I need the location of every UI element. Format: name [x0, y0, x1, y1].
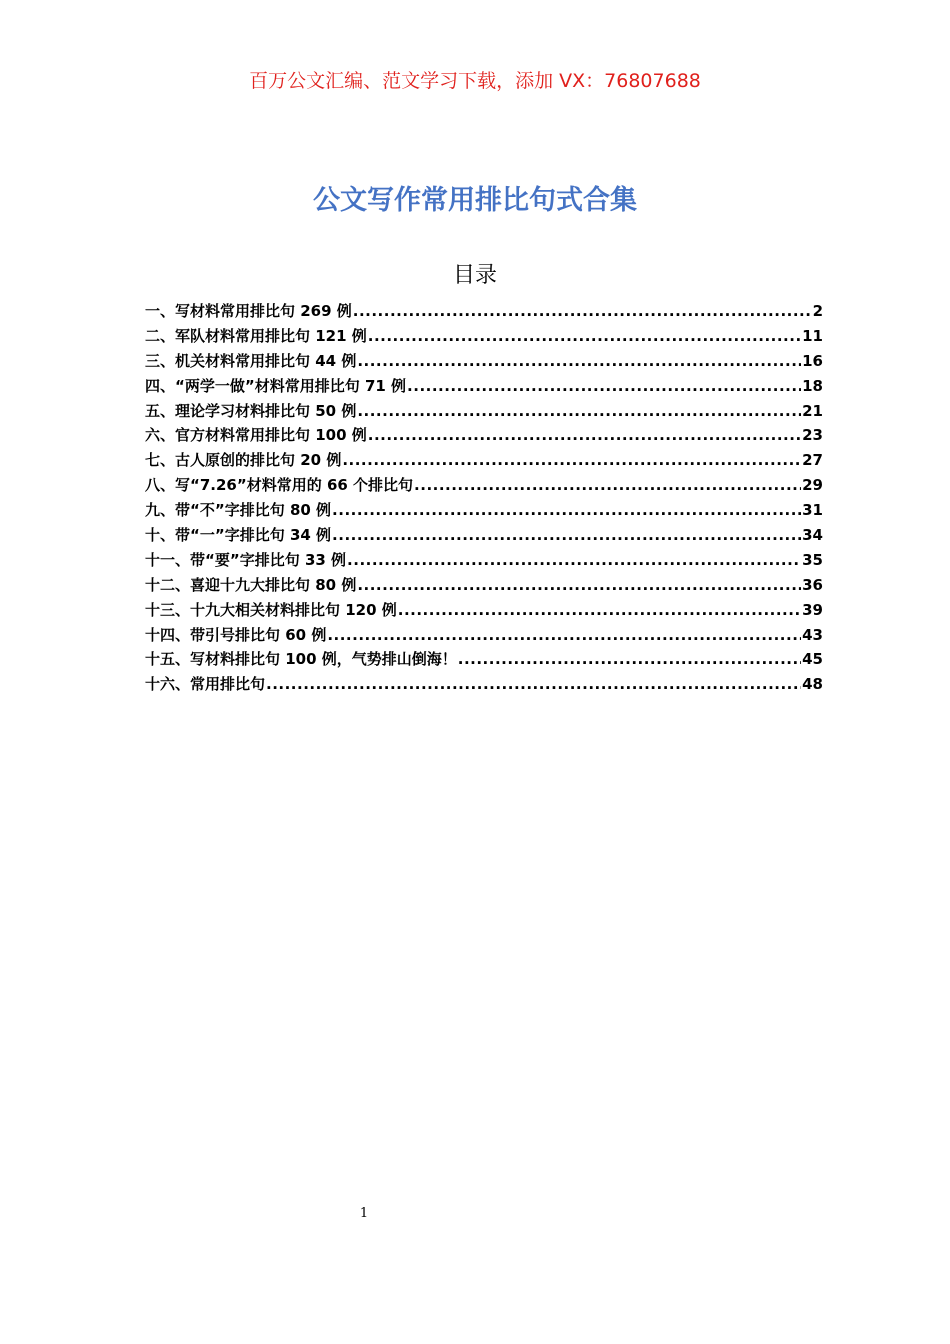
toc-entry[interactable]: [145, 549, 823, 574]
toc-entry-page: 21: [802, 401, 823, 420]
toc-dot-leader: [368, 426, 801, 444]
toc-entry-label: 八、写“7.26”材料常用的 66 个排比句: [145, 476, 414, 495]
toc-entry[interactable]: [145, 400, 823, 425]
toc-entry-label: 十二、喜迎十九大排比句 80 例: [145, 575, 357, 594]
toc-entry-label: 五、理论学习材料排比句 50 例: [145, 401, 357, 420]
toc-dot-leader: [327, 626, 801, 644]
toc-entry-label: 四、“两学一做”材料常用排比句 71 例: [145, 376, 407, 395]
toc-entry[interactable]: [145, 524, 823, 549]
toc-entry-page: 18: [802, 376, 823, 395]
toc-entry[interactable]: [145, 300, 823, 325]
page-number: 1: [359, 1206, 369, 1221]
toc-entry-label: 二、军队材料常用排比句 121 例: [145, 326, 367, 345]
toc-dot-leader: [347, 551, 801, 569]
toc-dot-leader: [458, 650, 801, 668]
toc-entry-label: 十六、常用排比句: [145, 675, 266, 694]
toc-entry-page: 43: [802, 625, 823, 644]
toc-entry-page: 23: [802, 426, 823, 445]
toc-entry[interactable]: [145, 449, 823, 474]
toc-dot-leader: [332, 526, 801, 544]
toc-entry[interactable]: [145, 424, 823, 449]
toc-dot-leader: [332, 501, 801, 519]
toc-heading: 目录: [452, 263, 497, 288]
toc-entry-label: 十四、带引号排比句 60 例: [145, 625, 327, 644]
toc-entry-page: 34: [802, 526, 823, 545]
toc-entry-label: 十、带“一”字排比句 34 例: [145, 526, 332, 545]
toc-entry-label: 十三、十九大相关材料排比句 120 例: [145, 600, 397, 619]
toc-entry-label: 十五、写材料排比句 100 例，气势排山倒海！: [145, 650, 457, 669]
toc-entry-label: 九、带“不”字排比句 80 例: [145, 501, 332, 520]
toc-entry-page: 48: [802, 675, 823, 694]
toc-entry[interactable]: [145, 648, 823, 673]
toc-entry-page: 11: [802, 326, 823, 345]
toc-entry[interactable]: [145, 474, 823, 499]
toc-entry-label: 三、机关材料常用排比句 44 例: [145, 351, 357, 370]
header-banner: 百万公文汇编、范文学习下载，添加 VX：76807688: [249, 70, 701, 92]
toc-entry-label: 七、古人原创的排比句 20 例: [145, 451, 342, 470]
toc-entry-label: 十一、带“要”字排比句 33 例: [145, 550, 347, 569]
document-title: 公文写作常用排比句式合集: [313, 185, 637, 216]
toc-entry-page: 31: [802, 501, 823, 520]
toc-entry[interactable]: [145, 375, 823, 400]
table-of-contents: [145, 300, 823, 698]
toc-entry-page: 39: [802, 600, 823, 619]
toc-dot-leader: [357, 576, 801, 594]
toc-dot-leader: [414, 476, 801, 494]
toc-entry-page: 35: [802, 550, 823, 569]
toc-dot-leader: [353, 302, 812, 320]
toc-entry[interactable]: [145, 325, 823, 350]
toc-entry-page: 2: [812, 302, 823, 320]
toc-dot-leader: [357, 352, 801, 370]
toc-entry-label: 六、官方材料常用排比句 100 例: [145, 426, 367, 445]
toc-entry-page: 36: [802, 575, 823, 594]
toc-entry-page: 16: [802, 351, 823, 370]
toc-entry[interactable]: [145, 350, 823, 375]
toc-dot-leader: [407, 377, 801, 395]
toc-entry[interactable]: [145, 624, 823, 649]
toc-dot-leader: [357, 402, 801, 420]
toc-dot-leader: [368, 327, 801, 345]
toc-entry[interactable]: [145, 499, 823, 524]
toc-entry-label: 一、写材料常用排比句 269 例: [145, 302, 352, 320]
toc-dot-leader: [266, 675, 801, 693]
toc-entry[interactable]: [145, 673, 823, 698]
toc-entry-page: 45: [802, 650, 823, 669]
toc-entry[interactable]: [145, 574, 823, 599]
toc-dot-leader: [398, 601, 801, 619]
toc-entry-page: 29: [802, 476, 823, 495]
toc-entry-page: 27: [802, 451, 823, 470]
toc-dot-leader: [342, 451, 801, 469]
toc-entry[interactable]: [145, 599, 823, 624]
